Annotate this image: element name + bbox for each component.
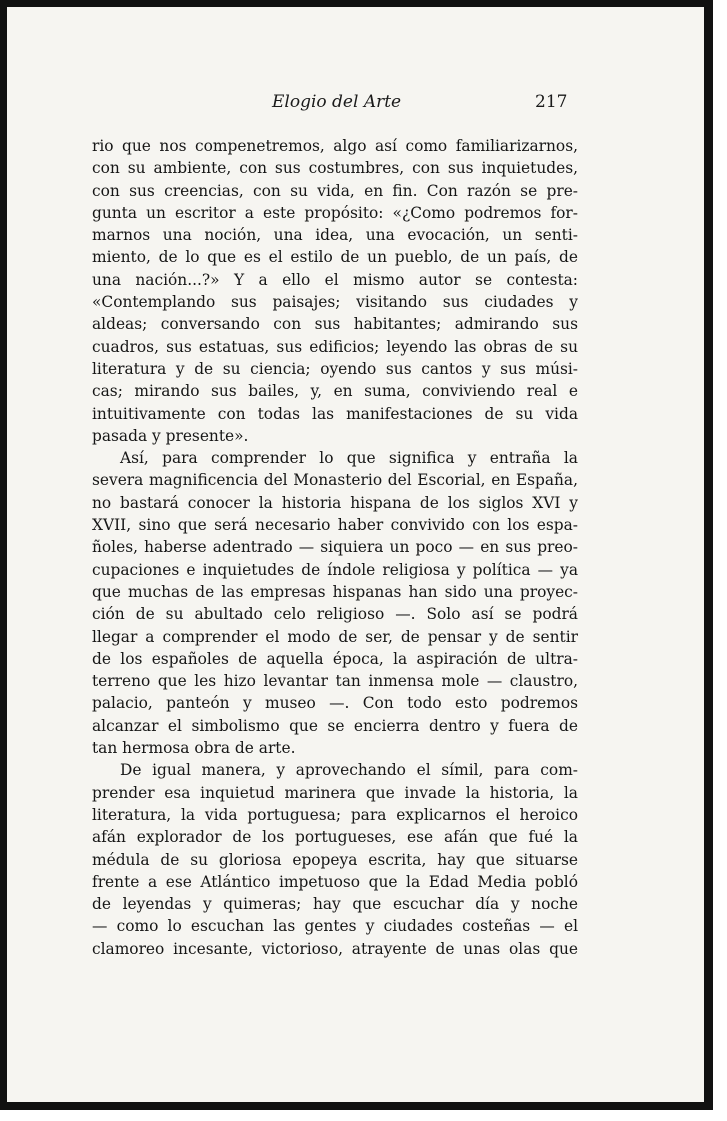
text-line: aldeas; conversando con sus habitantes; admirando sus [92, 315, 578, 334]
text-line: no bastará conocer la historia hispana de los siglos XVI y [92, 493, 578, 512]
text-line: con su ambiente, con sus costumbres, con sus inquietudes, [92, 159, 578, 178]
text-line: afán explorador de los portugueses, ese afán que fué la [92, 828, 578, 847]
text-line: intuitivamente con todas las manifestaciones de su vida [92, 404, 578, 423]
text-line: alcanzar el simbolismo que se encierra dentro y fuera de [92, 716, 578, 735]
text-line: de leyendas y quimeras; hay que escuchar día y noche [92, 895, 578, 914]
text-line: terreno que les hizo levantar tan inmensa mole — claustro, [92, 672, 578, 691]
paragraph-end-line: pasada y presente». [92, 426, 249, 445]
text-line: ñoles, haberse adentrado — siquiera un poco — en sus preo- [92, 538, 578, 557]
text-line: severa magnificencia del Monasterio del Escorial, en España, [92, 471, 578, 490]
text-line: rio que nos compenetremos, algo así como familiarizarnos, [92, 137, 578, 155]
text-line: ción de su abultado celo religioso —. Solo así se podrá [92, 605, 578, 624]
text-line: gunta un escritor a este propósito: «¿Como podremos for- [92, 203, 578, 222]
text-line: llegar a comprender el modo de ser, de pensar y de sentir [92, 627, 578, 646]
text-line: cas; mirando sus bailes, y, en suma, conviviendo real e [92, 382, 578, 401]
text-line: de los españoles de aquella época, la aspiración de ultra- [92, 649, 578, 668]
text-line: cupaciones e inquietudes de índole religiosa y política — ya [92, 560, 578, 579]
text-line: — como lo escuchan las gentes y ciudades costeñas — el [92, 917, 578, 936]
running-title: Elogio del Arte [272, 92, 402, 112]
text-line: médula de su gloriosa epopeya escrita, hay que situarse [92, 850, 578, 869]
page-header [7, 92, 704, 118]
text-line: que muchas de las empresas hispanas han sido una proyec- [92, 582, 578, 601]
text-line: cuadros, sus estatuas, sus edificios; leyendo las obras de su [92, 337, 578, 356]
text-line: una nación...?» Y a ello el mismo autor se contesta: [92, 270, 578, 289]
text-line: literatura y de su ciencia; oyendo sus cantos y sus músi- [92, 359, 578, 378]
paragraph-start-line: De igual manera, y aprovechando el símil, para com- [120, 761, 578, 780]
text-line: «Contemplando sus paisajes; visitando sus ciudades y [92, 293, 578, 312]
text-line: frente a ese Atlántico impetuoso que la Edad Media pobló [92, 872, 578, 891]
text-line: palacio, panteón y museo —. Con todo esto podremos [92, 694, 578, 713]
text-line: miento, de lo que es el estilo de un pueblo, de un país, de [92, 248, 578, 267]
text-line: XVII, sino que será necesario haber convivido con los espa- [92, 516, 578, 535]
text-line: clamoreo incesante, victorioso, atrayente de unas olas que [92, 939, 578, 958]
text-line: prender esa inquietud marinera que invade la historia, la [92, 783, 578, 802]
paragraph-end-line: tan hermosa obra de arte. [92, 739, 296, 758]
page-number: 217 [535, 92, 568, 112]
paragraph-start-line: Así, para comprender lo que significa y entraña la [120, 449, 578, 468]
text-line: con sus creencias, con su vida, en fin. Con razón se pre- [92, 181, 578, 200]
text-line: marnos una noción, una idea, una evocación, un senti- [92, 226, 578, 245]
text-line: literatura, la vida portuguesa; para explicarnos el heroico [92, 805, 578, 824]
body-text [92, 135, 578, 960]
